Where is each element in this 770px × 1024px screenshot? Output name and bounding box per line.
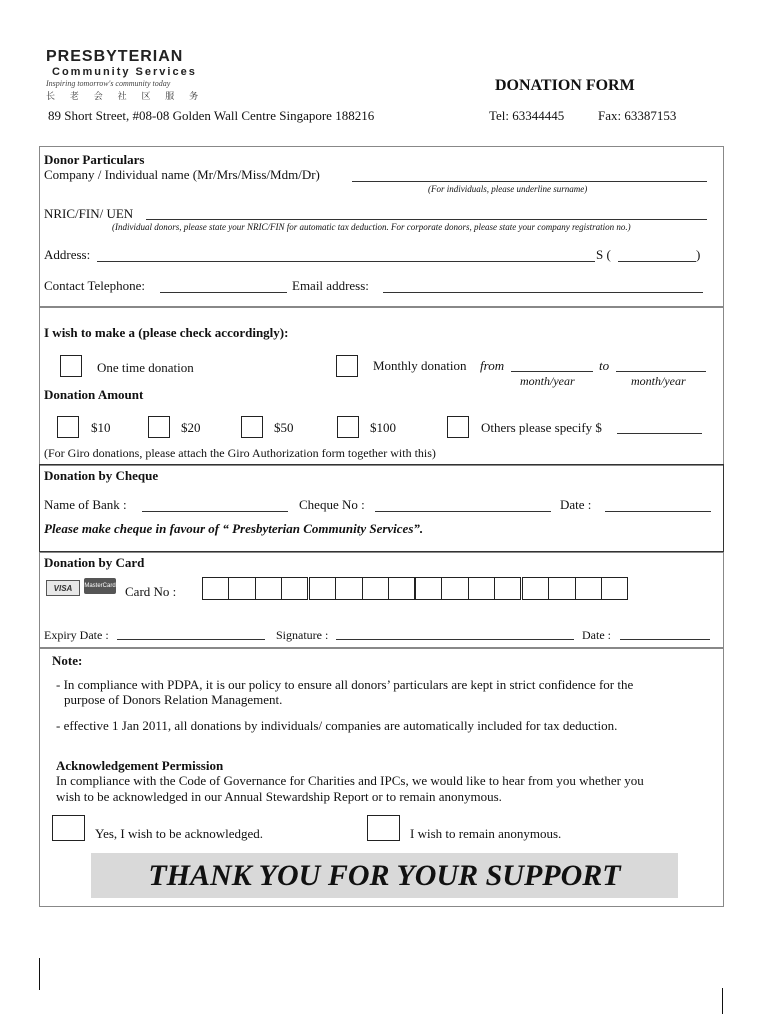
org-fax: Fax: 63387153 <box>598 108 677 123</box>
amount-others-field[interactable] <box>617 433 702 434</box>
cheque-date-label: Date : <box>560 497 592 512</box>
card-number-group-2[interactable] <box>309 577 415 600</box>
visa-logo-icon <box>46 580 80 596</box>
logo-tagline: Inspiring tomorrow's community today <box>46 79 171 88</box>
name-note: (For individuals, please underline surname) <box>428 184 588 194</box>
card-number-group-4[interactable] <box>522 577 628 600</box>
org-tel: Tel: 63344445 <box>489 108 565 123</box>
amount-100-label: $100 <box>370 420 396 435</box>
mastercard-logo-icon <box>84 578 116 594</box>
giro-note: (For Giro donations, please attach the Giro Authorization form together with this) <box>44 446 436 460</box>
signature-label: Signature : <box>276 628 329 642</box>
postal-field[interactable] <box>618 261 696 262</box>
logo-main-text: PRESBYTERIAN <box>46 48 184 65</box>
cheque-no-label: Cheque No : <box>299 497 365 512</box>
nric-note: (Individual donors, please state your NRIC/FIN for automatic tax deduction. For corporate donors, please state your company registration no.) <box>112 222 631 232</box>
address-field[interactable] <box>97 261 595 262</box>
note-heading: Note: <box>52 653 83 668</box>
postal-label: S ( <box>596 247 611 262</box>
bank-label: Name of Bank : <box>44 497 127 512</box>
nric-field[interactable] <box>146 219 707 220</box>
scan-mark-right <box>722 988 723 1014</box>
anonymous-label: I wish to remain anonymous. <box>410 826 562 841</box>
one-time-label: One time donation <box>97 360 194 375</box>
acknowledge-checkbox[interactable] <box>52 815 85 841</box>
expiry-field[interactable] <box>117 639 265 640</box>
one-time-checkbox[interactable] <box>60 355 82 377</box>
phone-label: Contact Telephone: <box>44 278 146 293</box>
phone-field[interactable] <box>160 292 287 293</box>
card-number-group-1[interactable] <box>202 577 308 600</box>
monthly-to-field[interactable] <box>616 371 706 372</box>
mastercard-logo-text: MasterCard <box>84 583 116 589</box>
monthly-from-label: from <box>480 358 505 373</box>
cheque-date-field[interactable] <box>605 511 711 512</box>
org-address: 89 Short Street, #08-08 Golden Wall Centre Singapore 188216 <box>48 108 375 123</box>
logo-sub-text: Community Services <box>52 66 197 78</box>
visa-logo-text: VISA <box>53 583 73 593</box>
monthly-checkbox[interactable] <box>336 355 358 377</box>
amount-20-label: $20 <box>181 420 201 435</box>
thank-you-text: THANK YOU FOR YOUR SUPPORT <box>148 858 621 892</box>
amount-others-label: Others please specify $ <box>481 420 602 435</box>
month-year-hint-to: month/year <box>631 374 686 388</box>
ack-heading: Acknowledgement Permission <box>56 758 224 773</box>
amount-20-checkbox[interactable] <box>148 416 170 438</box>
card-no-label: Card No : <box>125 584 177 599</box>
ack-text-line1: In compliance with the Code of Governance for Charities and IPCs, we would like to hear from you whether you <box>56 773 644 788</box>
amount-50-checkbox[interactable] <box>241 416 263 438</box>
amount-50-label: $50 <box>274 420 294 435</box>
card-date-label: Date : <box>582 628 611 642</box>
pdpa-note-line1: - In compliance with PDPA, it is our policy to ensure all donors’ particulars are kept in strict confidence for the <box>56 677 634 692</box>
cheque-no-field[interactable] <box>375 511 551 512</box>
thank-you-banner <box>91 853 678 898</box>
donor-heading: Donor Particulars <box>44 152 145 167</box>
logo-chinese: 长 老 会 社 区 服 务 <box>46 92 205 102</box>
cheque-heading: Donation by Cheque <box>44 468 159 483</box>
email-field[interactable] <box>383 292 703 293</box>
card-number-group-3[interactable] <box>415 577 521 600</box>
name-field[interactable] <box>352 181 707 182</box>
scan-mark-left <box>39 958 40 990</box>
amount-10-checkbox[interactable] <box>57 416 79 438</box>
month-year-hint-from: month/year <box>520 374 575 388</box>
donation-type-heading: I wish to make a (please check accordingly): <box>44 325 289 340</box>
monthly-from-field[interactable] <box>511 371 593 372</box>
signature-field[interactable] <box>336 639 574 640</box>
bank-field[interactable] <box>142 511 288 512</box>
address-label: Address: <box>44 247 91 262</box>
card-heading: Donation by Card <box>44 555 145 570</box>
amount-10-label: $10 <box>91 420 111 435</box>
postal-close: ) <box>696 247 701 262</box>
tax-note: - effective 1 Jan 2011, all donations by individuals/ companies are automatically included for tax deduction. <box>56 718 618 733</box>
ack-text-line2: wish to be acknowledged in our Annual Stewardship Report or to remain anonymous. <box>56 789 502 804</box>
pdpa-note-line2: purpose of Donors Relation Management. <box>64 692 283 707</box>
card-date-field[interactable] <box>620 639 710 640</box>
amount-others-checkbox[interactable] <box>447 416 469 438</box>
email-label: Email address: <box>292 278 369 293</box>
name-label: Company / Individual name (Mr/Mrs/Miss/Mdm/Dr) <box>44 167 320 182</box>
amount-heading: Donation Amount <box>44 387 144 402</box>
acknowledge-label: Yes, I wish to be acknowledged. <box>95 826 264 841</box>
expiry-label: Expiry Date : <box>44 628 109 642</box>
cheque-instruction: Please make cheque in favour of “ Presbyterian Community Services”. <box>44 521 424 536</box>
amount-100-checkbox[interactable] <box>337 416 359 438</box>
monthly-label: Monthly donation <box>373 358 467 373</box>
form-title: DONATION FORM <box>495 77 635 94</box>
nric-label: NRIC/FIN/ UEN <box>44 206 134 221</box>
anonymous-checkbox[interactable] <box>367 815 400 841</box>
monthly-to-label: to <box>599 358 610 373</box>
